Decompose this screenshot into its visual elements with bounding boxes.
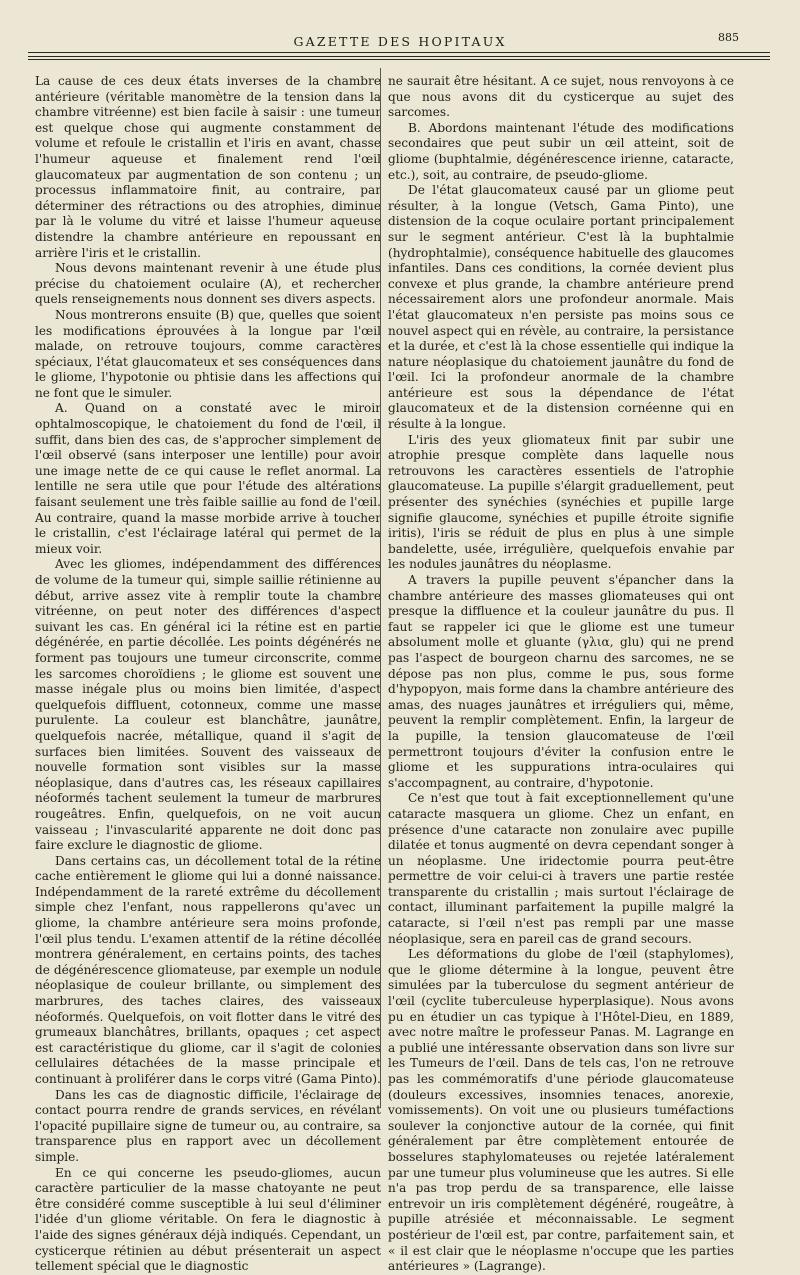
- header-rule-top: [28, 52, 770, 53]
- column-divider: [380, 68, 381, 1108]
- right-column: [388, 74, 734, 1274]
- paragraph: Dans les cas de diagnostic difficile, l'éclairage de contact pourra rendre de grands services, en révélant l'opacité pupillaire signe de tumeur ou, au contraire, sa transparence plus en rapport avec un décollement simple.: [35, 1087, 381, 1164]
- paragraph: Les déformations du globe de l'œil (staphylomes), que le gliome détermine à la longue, peuvent être simulées par la tuberculose du segment antérieur de l'œil (cyclite tuberculeuse hyperplasique). Nous avons pu en étudier un cas typique à l'Hôtel-Dieu, en 1889, avec notre maître le professeur Panas. M. Lagrange en a publié une intéressante observation dans son livre sur les Tumeurs de l'œil. Dans de tels cas, l'on ne retrouve pas les commémoratifs d'une période glaucomateuse (douleurs excessives, insomnies tenaces, anorexie, vomissements). On voit une ou plusieurs tuméfactions soulever la conjonctive autour de la cornée, qui finit généralement par être complètement entourée de bosselures staphylomateuses ou rejetée latéralement par une tumeur plus volumineuse que les autres. Si elle n'a pas trop perdu de sa transparence, elle laisse entrevoir un iris complètement dégénéré, rougeâtre, à pupille atrésiée et méconnaissable. Le segment postérieur de l'œil est, par contre, parfaitement sain, et « il est clair que le néoplasme n'occupe que les parties antérieures » (Lagrange).: [388, 947, 734, 1274]
- paragraph: Avec les gliomes, indépendamment des différences de volume de la tumeur qui, simple saillie rétinienne au début, arrive assez vite à remplir toute la chambre vitréenne, on peut noter des différences d'aspect suivant les cas. En général ici la rétine est en partie dégénérée, en partie décollée. Les points dégénérés ne forment pas toujours une tumeur circonscrite, comme les sarcomes choroïdiens ; le gliome est souvent une masse inégale plus ou moins bien limitée, d'aspect quelquefois diffluent, cotonneux, comme une masse purulente. La couleur est blanchâtre, jaunâtre, quelquefois nacrée, métallique, quand il s'agit de surfaces bien limitées. Souvent des vaisseaux de nouvelle formation sont visibles sur la masse néoplasique, dans d'autres cas, les réseaux capillaires néoformés tachent seulement la tumeur de marbrures rougeâtres. Enfin, quelquefois, on ne voit aucun vaisseau ; l'invascularité apparente ne doit donc pas faire exclure le diagnostic de gliome.: [35, 557, 381, 853]
- paragraph: B. Abordons maintenant l'étude des modifications secondaires que peut subir un œil atteint, soit de gliome (buphtalmie, dégénérescence irienne, cataracte, etc.), soit, au contraire, de pseudo-gliome.: [388, 120, 734, 182]
- page-number: 885: [718, 31, 739, 44]
- paragraph: Ce n'est que tout à fait exceptionnellement qu'une cataracte masquera un gliome. Chez un enfant, en présence d'une cataracte non zonulaire avec pupille dilatée et tonus augmenté on devra cependant songer à un néoplasme. Une iridectomie pourra peut-être permettre de voir celui-ci à travers une partie restée transparente du cristallin ; mais surtout l'éclairage de contact, illuminant parfaitement la pupille malgré la cataracte, si l'œil n'est pas rempli par une masse néoplasique, sera en pareil cas de grand secours.: [388, 791, 734, 946]
- left-column: [35, 74, 381, 1274]
- paragraph: Nous montrerons ensuite (B) que, quelles que soient les modifications éprouvées à la longue par l'œil malade, on retrouve toujours, comme caractères spéciaux, l'état glaucomateux et ses conséquences dans le gliome, l'hypotonie ou phtisie dans les affections qui ne font que le simuler.: [35, 307, 381, 400]
- paragraph: Dans certains cas, un décollement total de la rétine cache entièrement le gliome qui lui a donné naissance. Indépendamment de la rareté extrême du décollement simple chez l'enfant, nous rappellerons qu'avec un gliome, la chambre antérieure sera moins profonde, l'œil plus tendu. L'examen attentif de la rétine décollée montrera généralement, en certains points, des taches de dégénérescence gliomateuse, par exemple un nodule néoplasique de couleur brillante, ou simplement des marbrures, des taches claires, des vaisseaux néoformés. Quelquefois, on voit flotter dans le vitré des grumeaux blanchâtres, brillants, opaques ; cet aspect est caractéristique du gliome, car il s'agit de colonies cellulaires détachées de la masse principale et continuant à proliférer dans le corps vitré (Gama Pinto).: [35, 853, 381, 1086]
- paragraph: Nous devons maintenant revenir à une étude plus précise du chatoiement oculaire (A), et rechercher quels renseignements nous donnent ses divers aspects.: [35, 261, 381, 307]
- paragraph: De l'état glaucomateux causé par un gliome peut résulter, à la longue (Vetsch, Gama Pinto), une distension de la coque oculaire portant principalement sur le segment antérieur. C'est là la buphtalmie (hydrophtalmie), conséquence habituelle des glaucomes infantiles. Dans ces conditions, la cornée devient plus convexe et plus grande, la chambre antérieure prend nécessairement alors une profondeur anormale. Mais l'état glaucomateux n'en persiste pas moins sous ce nouvel aspect qui en révèle, au contraire, la persistance et la durée, et c'est là la chose essentielle qui indique la nature néoplasique du chatoiement jaunâtre du fond de l'œil. Ici la profondeur anormale de la chambre antérieure est sous la dépendance de l'état glaucomateux et de la distension cornéenne qui en résulte à la longue.: [388, 183, 734, 432]
- paragraph: A travers la pupille peuvent s'épancher dans la chambre antérieure des masses gliomateuses qui ont presque la diffluence et la couleur jaunâtre du pus. Il faut se rappeler ici que le gliome est une tumeur absolument molle et gluante (γλια, glu) qui ne prend pas l'aspect de bourgeon charnu des sarcomes, ne se dépose pas non plus, comme le pus, sous forme d'hypopyon, mais forme dans la chambre antérieure des amas, des nuages jaunâtres et irréguliers qui, même, peuvent la remplir complètement. Enfin, la largeur de la pupille, la tension glaucomateuse de l'œil permettront toujours d'éviter la confusion entre le gliome et les suppurations intra-oculaires qui s'accompagnent, au contraire, d'hypotonie.: [388, 573, 734, 790]
- paragraph: La cause de ces deux états inverses de la chambre antérieure (véritable manomètre de la tension dans la chambre vitréenne) est bien facile à saisir : une tumeur est quelque chose qui augmente constamment de volume et refoule le cristallin et l'iris en avant, chasse l'humeur aqueuse et finalement rend l'œil glaucomateux par augmentation de son contenu ; un processus inflammatoire finit, au contraire, par déterminer des rétractions ou des atrophies, diminue par là le volume du vitré et laisse l'humeur aqueuse distendre la chambre antérieure en repoussant en arrière l'iris et le cristallin.: [35, 74, 381, 260]
- paragraph: A. Quand on a constaté avec le miroir ophtalmoscopique, le chatoiement du fond de l'œil, il suffit, dans bien des cas, de s'approcher simplement de l'œil observé (sans interposer une lentille) pour avoir une image nette de ce qui cause le reflet anormal. La lentille ne sera utile que pour l'étude des altérations faisant seulement une très faible saillie au fond de l'œil. Au contraire, quand la masse morbide arrive à toucher le cristallin, c'est l'éclairage latéral qui permet de la mieux voir.: [35, 401, 381, 556]
- paragraph: L'iris des yeux gliomateux finit par subir une atrophie presque complète dans laquelle nous retrouvons les caractères essentiels de l'atrophie glaucomateuse. La pupille s'élargit graduellement, peut présenter des synéchies (synéchies et pupille large signifie glaucome, synéchies et pupille étroite signifie iritis), l'iris se réduit de plus en plus à une simple bandelette, usée, irrégulière, quelquefois envahie par les nodules jaunâtres du néoplasme.: [388, 432, 734, 572]
- header-rule-middle: [28, 56, 770, 57]
- journal-title: GAZETTE DES HOPITAUX: [293, 34, 507, 49]
- header-rule-bottom: [28, 59, 770, 60]
- paragraph: En ce qui concerne les pseudo-gliomes, aucun caractère particulier de la masse chatoyante ne peut être considéré comme susceptible à lui seul d'éliminer l'idée d'un gliome véritable. On fera le diagnostic à l'aide des signes généraux déjà indiqués. Cependant, un cysticerque rétinien au début présenterait un aspect tellement spécial que le diagnostic: [35, 1165, 381, 1274]
- paragraph: ne saurait être hésitant. A ce sujet, nous renvoyons à ce que nous avons dit du cysticerque au sujet des sarcomes.: [388, 74, 734, 120]
